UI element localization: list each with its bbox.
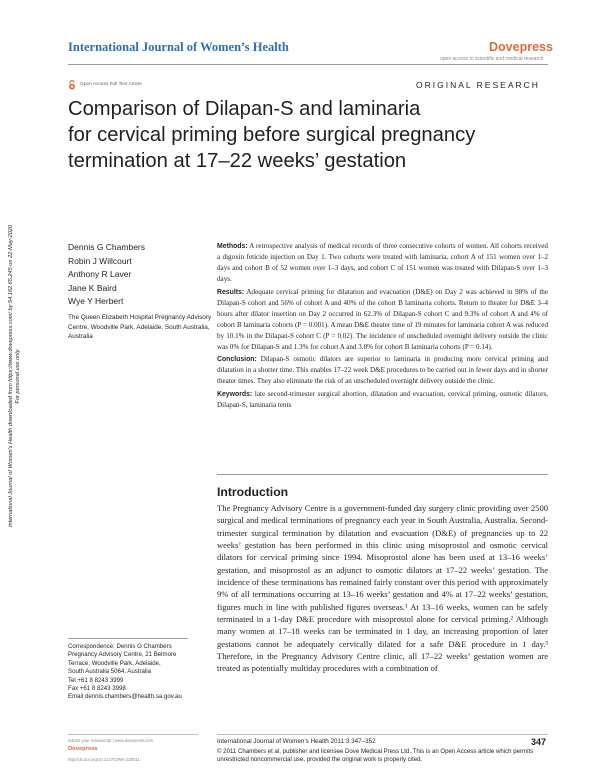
submit-manuscript-link[interactable]: submit your manuscript | www.dovepress.com <box>68 738 154 743</box>
methods-text: A retrospective analysis of medical records of three consecutive cohorts of women. All cohorts received a digoxin feticide injection on Day 1. Two cohorts were treated with laminaria, cohort A of 151 women over 1–2 days and cohort B of 52 women over 1–3 days, and cohort C of 151 women was treated with Dilapan-S over 1–3 days. <box>217 242 548 283</box>
conclusion-text: Dilapan-S osmotic dilators are superior to laminaria in producing more cervical priming and dilatation in a shorter time. This enables 17–22 week D&E procedures to be carried out in fewer days and in shorter theater times. They also eliminate the risk of an unscheduled overnight delivery outside the clinic. <box>217 355 548 385</box>
introduction-heading: Introduction <box>217 485 289 499</box>
methods-label: Methods: <box>217 243 248 250</box>
results-label: Results: <box>217 288 245 296</box>
footer-dovepress-logo[interactable]: Dovepress <box>68 746 98 752</box>
open-access-lock-icon <box>68 80 76 90</box>
title-line: Comparison of Dilapan-S and laminaria <box>68 98 421 120</box>
author-name[interactable]: Robin J Willcourt <box>68 255 132 266</box>
title-line: termination at 17–22 weeks’ gestation <box>68 150 407 172</box>
footer-divider-right <box>217 734 548 735</box>
correspondence-block <box>68 643 218 702</box>
introduction-body <box>217 502 548 675</box>
side-note-line-1: International Journal of Women's Health downloaded from https://www.dovepress.com/ by 54.162.65.245 on 22-May-2020 <box>8 224 14 528</box>
license-notice: © 2011 Chambers et al, publisher and licensee Dove Medical Press Ltd. This is an Open Access article which permits unrestricted noncommercial use, provided the original work is properly cited. <box>217 748 534 764</box>
footer-divider-left <box>68 734 198 735</box>
article-title <box>68 96 538 174</box>
article-type-label: ORIGINAL RESEARCH <box>416 80 540 90</box>
doi-link[interactable]: http://dx.doi.org/10.2147/IJWH.S20011 <box>68 757 140 762</box>
correspondence-line: Fax +61 8 8243 3998 <box>68 685 126 693</box>
correspondence-label: Correspondence: Dennis G Chambers <box>68 643 172 650</box>
dovepress-logo[interactable]: Dovepress <box>489 40 553 54</box>
title-line: for cervical priming before surgical pregnancy <box>68 124 476 146</box>
abstract-methods <box>217 241 548 285</box>
author-name[interactable]: Jane K Baird <box>68 282 117 293</box>
author-name[interactable]: Wye Y Herbert <box>68 296 124 306</box>
correspondence-line: Pregnancy Advisory Centre, 21 Belmore <box>68 651 177 659</box>
header-divider <box>68 64 548 65</box>
download-side-note <box>2 126 24 626</box>
journal-citation: International Journal of Women’s Health 2011:3 347–352 <box>217 738 376 745</box>
journal-name[interactable]: International Journal of Women’s Health <box>68 40 289 54</box>
abstract <box>217 241 548 412</box>
conclusion-label: Conclusion: <box>217 356 257 363</box>
introduction-paragraph: The Pregnancy Advisory Centre is a government-funded day surgery clinic providing over 2500 surgical and medical terminations of pregnancy each year in South Australia, Australia. Second-trimester surgical termination by dilatation and evacuation (D&E) of pregnancies up to 22 weeks’ gestation has been performed in this clinic using misoprostol and osmotic cervical dilators for cervical priming since 1994. Misoprostol alone has been used at 13–16 weeks’ gestation, and misoprostol as an adjunct to osmotic dilators at 17–22 weeks’ gestation. The incidence of these terminations has remained fairly constant over this period with approximately 9% of all terminations occurring at 13–16 weeks’ gestation and 4% at 17–22 weeks’ gestation, figures much in line with published figures overseas.¹ At 13–16 weeks, women can be safely terminated in a 1-day D&E procedure with misoprostol alone for cervical priming.² Although many women at 17–18 weeks can be terminated in 1 day, an increasing proportion of later gestations cannot be adequately cervically dilated for a safe D&E procedure in 1 day.³ Therefore, in the Pregnancy Advisory Centre clinic, all 17–22 weeks’ gestation women are treated as potentially multiday procedures with a combination of <box>217 503 548 674</box>
author-name[interactable]: Anthony R Laver <box>68 269 132 279</box>
page-number: 347 <box>531 737 547 747</box>
abstract-divider <box>217 474 548 475</box>
author-affiliation: The Queen Elizabeth Hospital Pregnancy Advisory Centre, Woodville Park, Adelaide, South Australia, Australia <box>68 314 212 341</box>
publisher-tagline: open access to scientific and medical research <box>440 56 544 62</box>
open-access-label: Open Access Full Text Article <box>80 82 142 87</box>
correspondence-email[interactable]: Email dennis.chambers@health.sa.gov.au <box>68 693 182 701</box>
side-note-line-2: For personal use only. <box>15 348 21 404</box>
keywords-label: Keywords: <box>217 390 253 398</box>
correspondence-line: Tel +61 8 8243 3999 <box>68 676 124 684</box>
author-list <box>68 241 218 309</box>
results-text: Adequate cervical priming for dilatation and evacuation (D&E) on Day 2 was achieved in 98% of the Dilapan-S cohort and 56% of cohort A and 40% of the cohort B laminaria cohorts. Return to theater for D&E 3–4 hours after dilator insertion on Day 2 occurred in 62.3% of Dilapan-S cohort C and 9.3% of cohort A and 4% of cohort B laminaria cohorts (P = 0.001). A mean D&E theater time of 19 minutes for laminaria cohort A was reduced by 10.1% in the Dilapan-S cohort C (P = 0.02). The incidence of unscheduled overnight delivery outside the clinic was 0% for Dilapan-S and 1.3% for cohort A and 3.8% for cohort B laminaria cohorts (P = 0.14). <box>217 287 548 351</box>
correspondence-line: Terrace, Woodville Park, Adelaide, <box>68 659 161 667</box>
abstract-results <box>217 287 548 353</box>
abstract-keywords <box>217 389 548 411</box>
correspondence-line: South Australia 5064, Australia <box>68 668 151 676</box>
correspondence-divider <box>68 638 188 639</box>
author-name[interactable]: Dennis G Chambers <box>68 242 146 252</box>
abstract-conclusion <box>217 354 548 387</box>
keywords-text: late second-trimester surgical abortion, dilatation and evacuation, cervical priming, osmotic dilators, Dilapan-S, laminaria tents <box>217 389 548 409</box>
